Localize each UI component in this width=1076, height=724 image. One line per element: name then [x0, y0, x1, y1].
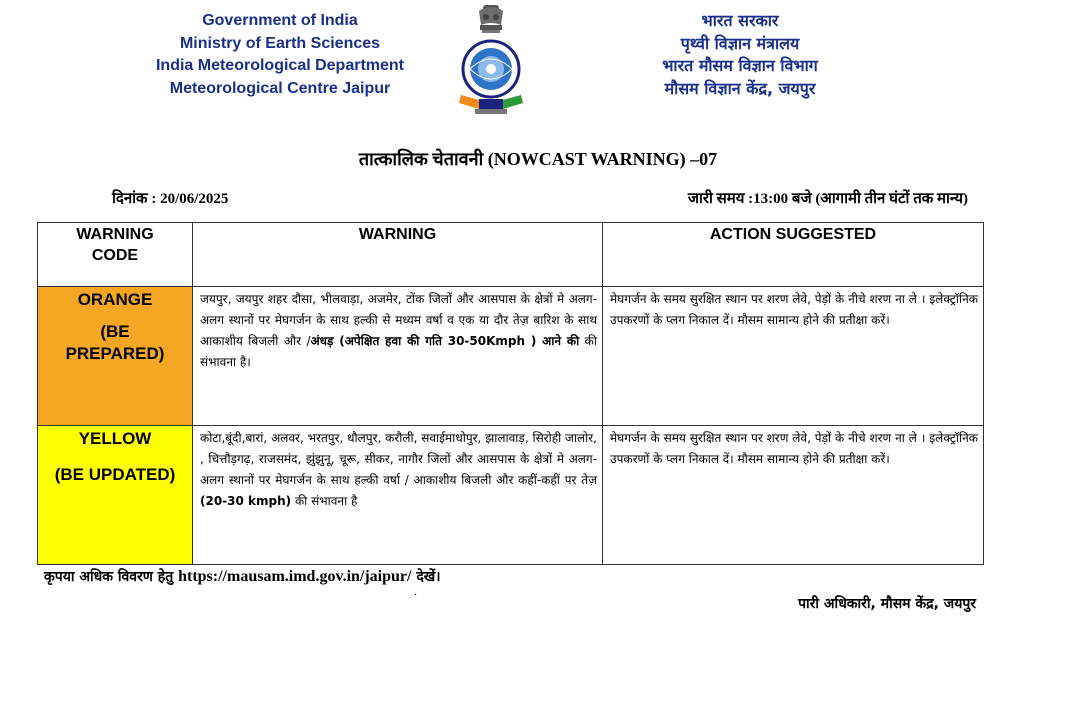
header-action: ACTION SUGGESTED	[603, 223, 984, 287]
header-hi-line2: पृथ्वी विज्ञान मंत्रालय	[680, 33, 800, 53]
warning-text-part: जयपुर, जयपुर शहर दौसा, भीलवाड़ा, अजमेर, टोंक जिलों और आसपास के क्षेत्रों मे अलग-अलग स्थानों पर मेघगर्जन के साथ हल्की से मध्यम वर्षा व एक या दौर तेज़ बारिश के साथ आकाशीय बिजली और /	[200, 292, 597, 348]
header-code-line2: CODE	[91, 247, 139, 264]
header-hindi	[600, 10, 880, 100]
stray-mark: ·	[414, 590, 418, 601]
table-row	[38, 426, 984, 565]
issue-time: जारी समय :13:00 बजे (आगामी तीन घंटों तक मान्य)	[687, 191, 968, 207]
header-hi-line4: मौसम विज्ञान केंद्र, जयपुर	[664, 78, 816, 98]
code-sub-label: (BE	[100, 322, 130, 341]
warning-text	[193, 287, 602, 373]
header-english	[100, 10, 460, 100]
warning-text-part: की संभावना है।	[200, 334, 597, 369]
header-en-line4: Meteorological Centre Jaipur	[169, 79, 391, 97]
action-cell	[603, 426, 984, 565]
header-en-line1: Government of India	[202, 12, 358, 29]
header-en-line2: Ministry of Earth Sciences	[179, 34, 381, 52]
table-row	[38, 287, 984, 426]
warning-text-bold: (20-30 kmph)	[200, 494, 292, 508]
code-label: YELLOW	[78, 429, 152, 448]
footer-note	[44, 567, 441, 586]
header-warning-code	[38, 223, 193, 287]
footer-link[interactable]: https://mausam.imd.gov.in/jaipur/	[178, 568, 412, 585]
warning-text-bold: अंधड़ (अपेक्षित हवा की गति 30-50Kmph ) आने की	[310, 334, 580, 348]
warning-table	[37, 222, 984, 565]
page-title: तात्कालिक चेतावनी (NOWCAST WARNING) –07	[358, 149, 718, 169]
code-label: ORANGE	[77, 290, 153, 309]
orange-code-cell	[38, 287, 193, 426]
header-warning: WARNING	[193, 223, 603, 287]
header-hi-line3: भारत मौसम विज्ञान विभाग	[662, 56, 818, 75]
warning-cell	[193, 287, 603, 426]
action-text: मेघगर्जन के समय सुरक्षित स्थान पर शरण लेवे, पेड़ों के नीचे शरण ना ले । इलेक्ट्रॉनिक उपकरणों के प्लग निकाल दें। मौसम सामान्य होने की प्रतीक्षा करें।	[610, 431, 978, 466]
action-cell	[603, 287, 984, 426]
warning-cell	[193, 426, 603, 565]
imd-emblem-icon	[455, 3, 527, 118]
footer-prefix: कृपया अधिक विवरण हेतु	[44, 569, 179, 585]
warning-text-part: कोटा,बूंदी,बारां, अलवर, भरतपुर, धौलपुर, करौली, सवाईमाधोपुर, झालावाड़, सिरोही जालोर, , चित्तौड़गढ़, राजसमंद, झुंझुनू, चूरू, सीकर, नागौर जिलों और आसपास के क्षेत्रों मे अलग-अलग स्थानों पर मेघगर्जन के साथ हल्की वर्षा / आकाशीय बिजली और कहीं-कहीं पर तेज़	[200, 431, 597, 487]
warning-text-part: की संभावना है	[291, 494, 358, 508]
footer-suffix: देखें।	[411, 569, 441, 585]
warning-text	[193, 426, 602, 512]
code-sub-label: (BE UPDATED)	[54, 465, 176, 484]
issue-date: दिनांक : 20/06/2025	[112, 191, 229, 207]
action-text: मेघगर्जन के समय सुरक्षित स्थान पर शरण लेवे, पेड़ों के नीचे शरण ना ले । इलेक्ट्रॉनिक उपकरणों के प्लग निकाल दें। मौसम सामान्य होने की प्रतीक्षा करें।	[610, 292, 978, 327]
code-sub-label: PREPARED)	[65, 344, 165, 363]
signature: पारी अधिकारी, मौसम केंद्र, जयपुर	[798, 596, 976, 612]
header-en-line3: India Meteorological Department	[155, 57, 405, 74]
header-code-line1: WARNING	[76, 226, 154, 243]
header-hi-line1: भारत सरकार	[701, 11, 779, 30]
yellow-code-cell	[38, 426, 193, 565]
table-header-row	[38, 223, 984, 287]
